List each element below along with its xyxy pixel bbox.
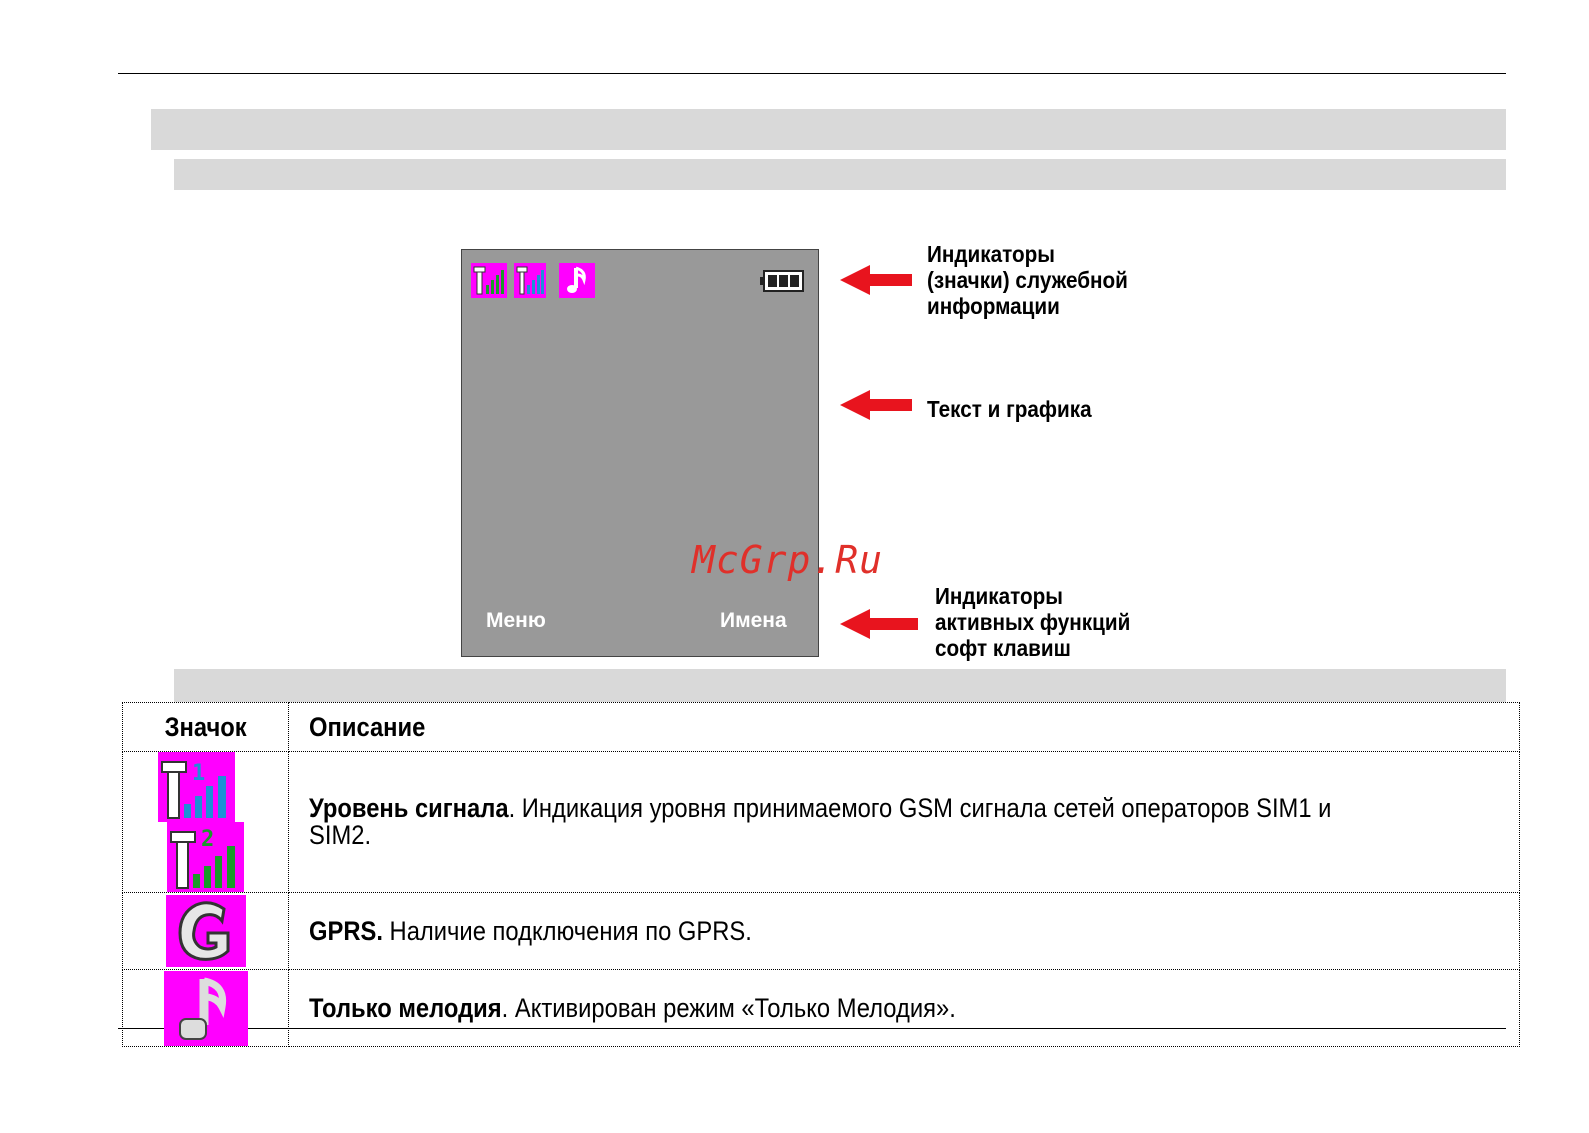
gprs-icon <box>166 895 246 967</box>
table-row <box>123 893 1520 970</box>
callout-line: активных функций <box>935 609 1131 635</box>
melody-only-icon <box>164 971 248 1046</box>
arrow-left-icon <box>840 390 914 420</box>
signal-sim2-icon <box>167 822 244 892</box>
callout-softkey-indicators <box>935 583 1130 661</box>
svg-text:2: 2 <box>201 827 215 852</box>
table-row <box>123 752 1520 893</box>
header-description <box>289 703 1520 752</box>
table-row <box>123 970 1520 1047</box>
header-icon <box>123 703 289 752</box>
battery-icon <box>759 270 805 292</box>
description-body: Наличие подключения по GPRS. <box>382 915 752 946</box>
softkey-right-label: Имена <box>720 609 787 632</box>
header-icon-label: Значок <box>164 711 247 742</box>
arrow-left-icon <box>840 609 920 639</box>
description-cell <box>289 970 1520 1047</box>
callout-status-indicators <box>927 241 1128 319</box>
signal-sim1-icon <box>471 263 507 298</box>
description-cell <box>289 893 1520 970</box>
svg-text:1: 1 <box>191 761 205 786</box>
callout-line: Индикаторы <box>927 241 1055 267</box>
description-title: Уровень сигнала <box>309 793 509 823</box>
description-cell <box>289 752 1520 893</box>
icon-cell <box>123 893 289 970</box>
arrow-left-icon <box>840 265 914 295</box>
subsection-heading-band <box>174 159 1506 190</box>
callout-line: информации <box>927 293 1060 319</box>
description-text <box>309 795 1365 849</box>
description-body: . Активирован режим «Только Мелодия». <box>501 992 956 1023</box>
melody-only-icon <box>559 263 595 298</box>
table-header-row <box>123 703 1520 752</box>
description-body: . Индикация уровня принимаемого GSM сигнала сетей операторов SIM1 и SIM2. <box>309 793 1332 850</box>
callout-line: софт клавиш <box>935 635 1071 661</box>
icon-cell <box>123 752 289 893</box>
callout-text-graphics: Текст и графика <box>927 396 1092 422</box>
signal-sim2-icon <box>514 263 546 298</box>
description-title: Только мелодия <box>309 992 502 1023</box>
description-text <box>309 992 1365 1023</box>
header-description-label: Описание <box>309 711 426 742</box>
callout-line: Индикаторы <box>935 583 1063 609</box>
description-text <box>309 915 1365 946</box>
description-title: GPRS. <box>309 915 383 946</box>
phone-screen <box>461 249 819 657</box>
softkey-left-label: Меню <box>486 609 546 632</box>
signal-sim1-icon <box>158 752 235 822</box>
section-heading-band <box>151 109 1506 150</box>
table-heading-band <box>174 669 1506 702</box>
icons-table <box>122 702 1520 1047</box>
callout-line: (значки) служебной <box>927 267 1128 293</box>
icon-cell <box>123 970 289 1047</box>
watermark: McGrp.Ru <box>692 538 884 582</box>
header-rule <box>118 73 1506 74</box>
